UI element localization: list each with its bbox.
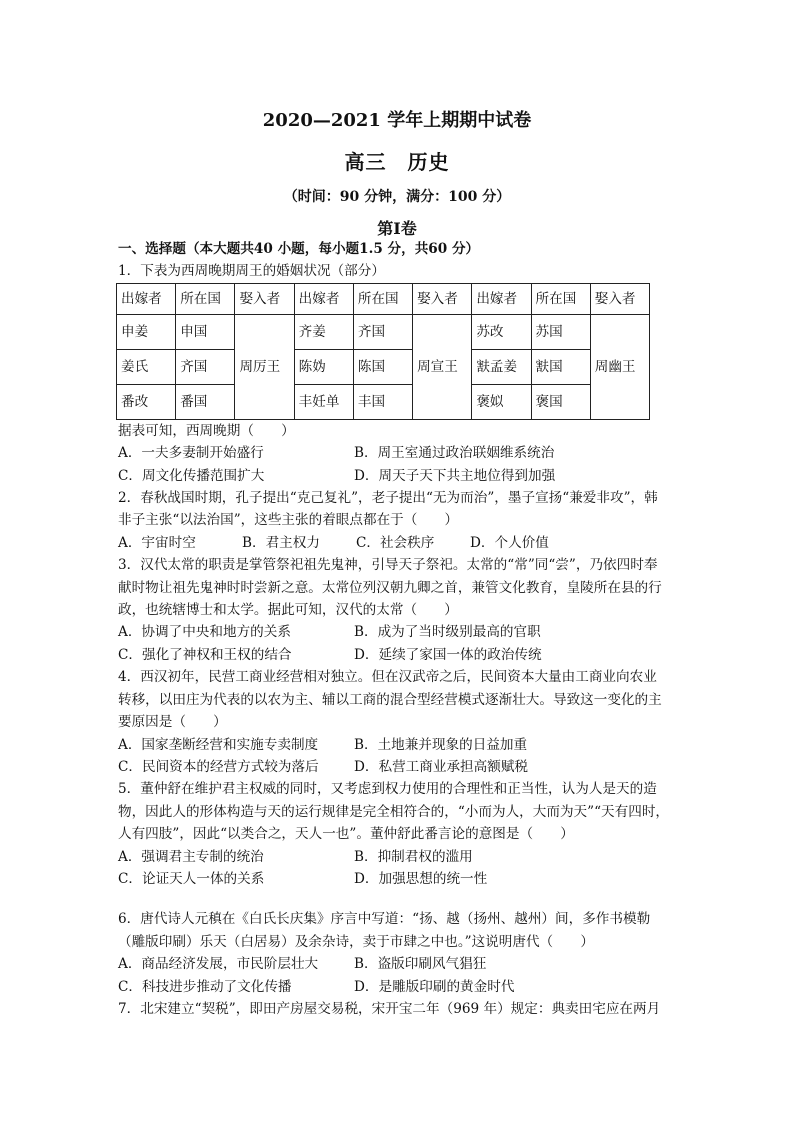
option-b: B．抑制君权的滥用 [354, 848, 473, 865]
option-c: C．科技进步推动了文化传播 [118, 978, 292, 995]
table-header-cell: 娶入者 [413, 283, 472, 314]
q1-stem: 1．下表为西周晚期周王的婚姻状况（部分） [118, 263, 385, 280]
table-cell: 申姜 [117, 314, 176, 349]
q5-line: 物，因此人的形体构造与天的运行规律是完全相符合的，“小而为人，大而为天”“天有四时， [118, 803, 670, 820]
marriage-table [116, 283, 650, 420]
q4-options-ab [118, 734, 674, 756]
table-row [117, 384, 650, 419]
q7-line: 7．北宋建立“契税”，即田产房屋交易税，宋开宝二年（969 年）规定：典卖田宅应在两月 [118, 1000, 661, 1017]
spacer [118, 890, 674, 908]
table-cell: 陈国 [353, 349, 412, 384]
option-b: B．周王室通过政治联姻维系统治 [354, 445, 555, 462]
table-cell: 丰妊单 [294, 384, 353, 419]
table-cell: 㝬孟姜 [472, 349, 531, 384]
q6-line: 6．唐代诗人元稹在《白氏长庆集》序言中写道：“扬、越（扬州、越州）间，多作书模勒 [118, 911, 651, 928]
option-a: A．协调了中央和地方的关系 [118, 624, 291, 641]
q4-line: 4．西汉初年，民营工商业经营相对独立。但在汉武帝之后，民间资本大量由工商业向农业 [118, 669, 657, 686]
king-cell: 周厉王 [235, 314, 294, 419]
table-cell: 番改 [117, 384, 176, 419]
q1-tail: 据表可知，西周晚期（ ） [118, 422, 295, 439]
option-a: A．商品经济发展，市民阶层壮大 [118, 956, 319, 973]
option-c: C．周文化传播范围扩大 [118, 467, 265, 484]
table-cell: 姜氏 [117, 349, 176, 384]
q4-line: 要原因是（ ） [118, 714, 227, 731]
option-d: D．私营工商业承担高额赋税 [354, 758, 529, 775]
table-cell: 齐姜 [294, 314, 353, 349]
q4-options-cd [118, 756, 674, 778]
q3-line: 政，也统辖博士和太学。据此可知，汉代的太常（ ） [118, 602, 458, 619]
table-cell: 番国 [176, 384, 235, 419]
table-row [117, 314, 650, 349]
table-cell: 丰国 [353, 384, 412, 419]
q6-options-ab [118, 953, 674, 975]
subject-title: 高三 历史 [344, 150, 450, 174]
q3-line: 3．汉代太常的职责是掌管祭祀祖先鬼神，引导天子祭祀。太常的“常”同“尝”，乃依四时奉 [118, 557, 658, 574]
option-d: D．周天子天下共主地位得到加强 [354, 467, 556, 484]
table-header-cell: 所在国 [176, 283, 235, 314]
option-a: A．国家垄断经营和实施专卖制度 [118, 736, 319, 753]
table-header-cell: 所在国 [353, 283, 412, 314]
table-cell: 苏国 [531, 314, 590, 349]
table-header-cell: 出嫁者 [117, 283, 176, 314]
table-cell: 陈妫 [294, 349, 353, 384]
q6-line: （雕版印刷）乐天（白居易）及余杂诗，卖于市肆之中也。”这说明唐代（ ） [118, 933, 594, 950]
exam-title: 2020—2021 学年上期期中试卷 [262, 110, 532, 131]
q1-options-ab [118, 442, 674, 464]
q3-options-ab [118, 621, 674, 643]
exam-info: （时间：90 分钟，满分：100 分） [283, 189, 511, 205]
table-row [117, 349, 650, 384]
table-cell: 齐国 [176, 349, 235, 384]
q6-options-cd [118, 976, 674, 998]
table-header-cell: 出嫁者 [294, 283, 353, 314]
option-c: C．民间资本的经营方式较为落后 [118, 758, 319, 775]
option-b: B．盗版印刷风气猖狂 [354, 956, 487, 973]
q2-options [118, 532, 674, 554]
option-b: B．成为了当时级别最高的官职 [354, 624, 541, 641]
table-header-cell: 娶入者 [235, 283, 294, 314]
table-cell: 申国 [176, 314, 235, 349]
option-c: C．强化了神权和王权的结合 [118, 646, 292, 663]
option-d: D．是雕版印刷的黄金时代 [354, 978, 515, 995]
option-c: C．论证天人一体的关系 [118, 870, 265, 887]
table-cell: 苏改 [472, 314, 531, 349]
table-header-cell: 所在国 [531, 283, 590, 314]
option-b: B．土地兼并现象的日益加重 [354, 736, 528, 753]
q5-options-cd [118, 868, 674, 890]
q5-options-ab [118, 846, 674, 868]
q5-line: 5．董仲舒在维护君主权威的同时，又考虑到权力使用的合理性和正当性，认为人是天的造 [118, 781, 657, 798]
option-a: A．强调君主专制的统治 [118, 848, 264, 865]
q2-line: 非子主张“以法治国”，这些主张的着眼点都在于（ ） [118, 512, 459, 529]
table-header-cell: 娶入者 [590, 283, 649, 314]
q4-line: 转移，以田庄为代表的以农为主、辅以工商的混合型经营模式逐渐壮大。导致这一变化的主 [118, 691, 662, 708]
table-header-row [117, 283, 650, 314]
table-cell: 齐国 [353, 314, 412, 349]
section-heading: 一、选择题（本大题共40 小题，每小题1.5 分，共60 分） [118, 241, 480, 257]
q2-line: 2．春秋战国时期，孔子提出“克己复礼”，老子提出“无为而治”，墨子宣扬“兼爱非攻”，韩 [118, 490, 658, 507]
q3-options-cd [118, 644, 674, 666]
option-d: D．个人价值 [470, 534, 549, 551]
option-b: B．君主权力 [242, 534, 320, 551]
exam-body [118, 238, 674, 1020]
option-d: D．加强思想的统一性 [354, 870, 488, 887]
volume-title: 第Ⅰ卷 [377, 219, 417, 238]
option-a: A．宇宙时空 [118, 534, 196, 551]
q3-line: 献时物让祖先鬼神时时尝新之意。太常位列汉朝九卿之首，兼管文化教育，皇陵所在县的行 [118, 579, 662, 596]
option-a: A．一夫多妻制开始盛行 [118, 445, 264, 462]
option-c: C．社会秩序 [356, 534, 435, 551]
option-d: D．延续了家国一体的政治传统 [354, 646, 542, 663]
table-cell: 褒姒 [472, 384, 531, 419]
king-cell: 周宣王 [413, 314, 472, 419]
table-cell: 㝬国 [531, 349, 590, 384]
table-cell: 褒国 [531, 384, 590, 419]
q1-options-cd [118, 465, 674, 487]
table-header-cell: 出嫁者 [472, 283, 531, 314]
king-cell: 周幽王 [590, 314, 649, 419]
q5-line: 人有四肢”，因此“以类合之，天人一也”。董仲舒此番言论的意图是（ ） [118, 826, 574, 843]
